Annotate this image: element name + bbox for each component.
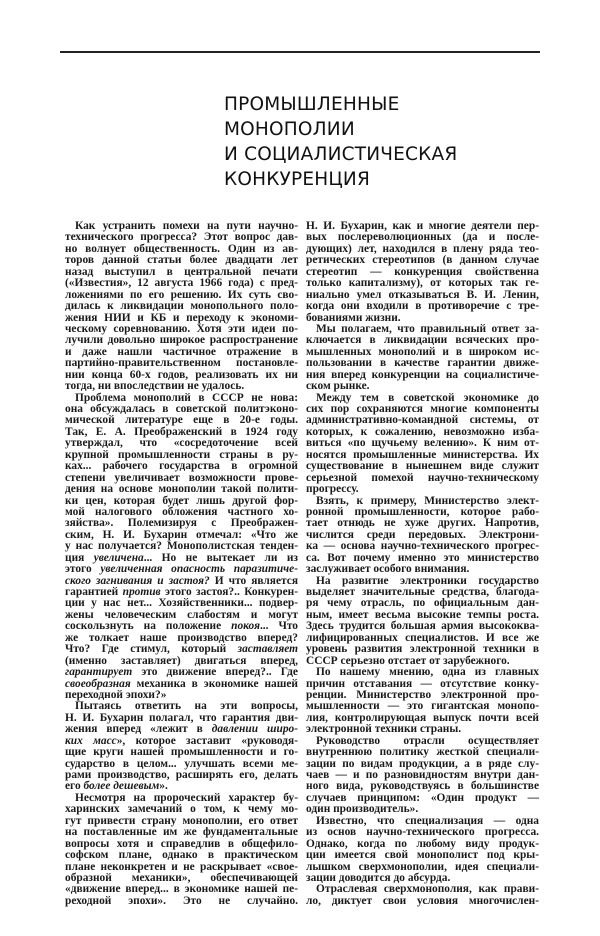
text-segment: выделяет значительные средства, благода- <box>306 586 539 598</box>
text-segment: зяйства». Полемизируя с Преображен- <box>65 517 298 530</box>
article-title <box>224 92 457 192</box>
paragraph <box>306 736 539 816</box>
text-segment: зации доводится до абсурда. <box>306 871 451 884</box>
text-segment: харинских замечаний о том, к чему мо- <box>65 803 298 816</box>
text-segment: Между тем в советской экономике до <box>316 391 539 404</box>
text-segment: мой налогового обложения частного хо- <box>65 505 298 518</box>
italic-emphasis: увеличена <box>93 551 144 564</box>
text-segment: ря чему отрасль, по официальным дан- <box>306 597 539 610</box>
text-segment: ках... рабочего государства в огромной <box>65 460 298 473</box>
italic-emphasis: против <box>122 586 161 598</box>
text-segment: механика в экономике нашей <box>130 677 298 690</box>
text-segment: Известно, что специализация — одна <box>316 814 539 827</box>
text-segment: Проблема монополий в СССР не нова: <box>75 391 298 404</box>
text-segment: Мы полагаем, что правильный ответ за- <box>316 322 539 335</box>
text-segment: Пытаясь ответить на эти вопросы, <box>75 700 298 713</box>
text-segment: это движение вперед?.. Где <box>132 666 298 679</box>
text-segment: и даже нашли частичное отражение в <box>65 345 298 358</box>
text-segment: дения на основе монополии такой полити- <box>65 483 298 496</box>
text-segment: Руководство отрасли осуществляет <box>316 734 539 747</box>
text-segment: ция <box>65 551 94 564</box>
text-line <box>65 896 298 907</box>
text-segment: его <box>65 780 84 793</box>
text-segment: чаев — и по разновидностям внутри дан- <box>306 769 539 781</box>
paragraph <box>306 816 539 885</box>
text-segment: числится среди передовых. Электрони- <box>306 528 539 541</box>
paragraph <box>306 667 539 736</box>
text-segment: мической литературе еще в 20-е годы. <box>65 414 298 427</box>
text-segment: степени увеличивает возможности прове- <box>65 471 298 484</box>
text-segment: плане неконкретен и не раскрывает «свое- <box>65 860 298 873</box>
header-rule <box>60 51 540 53</box>
text-segment: Так, Е. А. Преображенский в 1924 году <box>65 425 298 438</box>
text-segment: случаев принципом: «Один продукт — <box>306 791 539 804</box>
text-segment: ... Что <box>259 620 298 633</box>
text-segment: щие круги нашей промышленности и го- <box>65 746 298 759</box>
text-segment: По нашему мнению, одна из главных <box>316 666 539 679</box>
text-segment: причин отставания — отсутствие конку- <box>306 677 539 690</box>
text-segment: уровень развития электронной техники в <box>306 643 539 656</box>
text-segment: партийно-правительственном постановле- <box>65 357 298 370</box>
italic-emphasis: заставляет <box>237 643 298 656</box>
text-segment: ки цен, которая будет лишь другой фор- <box>65 494 298 507</box>
text-segment: торов данной статьи более двадцати лет <box>65 254 298 267</box>
text-segment: носятся промышленные министерства. Их <box>306 448 539 461</box>
text-segment: «движение вперед... в экономике нашей пе- <box>65 883 298 896</box>
title-line: И СОЦИАЛИСТИЧЕСКАЯ <box>224 144 458 165</box>
paragraph <box>306 496 539 576</box>
text-segment: лифицированных специалистов. И все же <box>306 631 539 644</box>
text-segment: у нас получается? Монополистская тенден- <box>65 540 298 553</box>
text-segment: лышком сверхмонополии, идея специали- <box>306 860 539 873</box>
text-segment: ного вида, руководствуясь в большинстве <box>306 780 539 793</box>
text-segment: дилась к ликвидации монопольного поло- <box>65 300 298 313</box>
text-segment: мышленных монополий и в широком ис- <box>306 345 539 358</box>
text-segment: ным, имеет весьма высокие темпы роста. <box>306 608 539 621</box>
text-segment: ... Но не вытекает ли из <box>143 551 298 564</box>
text-segment: ции имеется свой монополист под кры- <box>306 849 539 862</box>
text-segment: но волнует общественность. Один из ав- <box>65 242 298 255</box>
text-segment: ском рынке. <box>306 380 370 393</box>
paragraph <box>306 576 539 668</box>
italic-emphasis: увеличенная опасность паразитиче- <box>100 563 298 576</box>
text-segment: нии конца 60-х годов, реализовать их ни <box>65 368 298 381</box>
italic-emphasis: более дешевым <box>83 780 160 793</box>
italic-emphasis: ких масс <box>65 734 117 747</box>
paragraph <box>306 884 539 907</box>
text-segment: прогрессу. <box>306 483 359 496</box>
text-segment: зации по видам продукции, а в ряде слу- <box>306 757 539 770</box>
text-segment: виться «по щучьему велению». К ним от- <box>306 437 539 450</box>
text-segment: технического прогресса? Этот вопрос дав- <box>65 231 298 244</box>
text-segment: существование в нынешнем виде служит <box>306 460 539 473</box>
paragraph <box>306 324 539 393</box>
text-segment: ретических стереотипов (в данном случае <box>306 254 539 267</box>
text-segment: ». <box>159 780 168 793</box>
text-segment: пользовании в качестве гарантии движе- <box>306 357 539 370</box>
text-segment: тает отнюдь не хуже других. Напротив, <box>306 517 539 530</box>
text-segment: лия, контролирующая выпуск почти всей <box>306 711 539 724</box>
text-segment: Н. И. Бухарин, как и многие деятели пер- <box>306 220 539 232</box>
italic-emphasis: ского загнивания и застоя? <box>65 574 210 587</box>
text-segment: стереотип — конкуренция свойственна <box>306 265 539 278</box>
text-segment: гут привести страну монополии, его ответ <box>65 814 298 827</box>
paragraph <box>65 793 298 907</box>
text-segment: этого застоя?.. Конкурен- <box>160 586 298 598</box>
text-segment: бованиями жизни. <box>306 311 401 324</box>
text-segment: ка — основа научно-технического прогрес- <box>306 540 539 553</box>
text-segment: рами производство, расширять его, делать <box>65 769 298 781</box>
text-segment: ключается в ликвидации всяческих про- <box>306 334 539 347</box>
text-segment: сударство в целом... улучшать всеми ме- <box>65 757 298 770</box>
text-segment: один производитель». <box>306 803 419 816</box>
text-segment: софском плане, однако в практическом <box>65 849 298 862</box>
text-segment: заслуживает особого внимания. <box>306 563 470 576</box>
text-segment: ческому соревнованию. Хотя эти идеи по- <box>65 322 298 335</box>
text-segment: ции у нас нет... Хозяйственники... подвер- <box>65 597 298 610</box>
italic-emphasis: давлении широ- <box>211 723 299 736</box>
text-segment: крупной промышленности страны в ру- <box>65 448 298 461</box>
text-segment: (именно заставляет) двигаться вперед, <box>65 654 298 667</box>
text-segment: Здесь трудится большая армия высококва- <box>306 620 539 633</box>
text-segment: которых, к сожалению, невозможно изба- <box>306 425 539 438</box>
text-segment: лучили довольно широкое распространение <box>65 334 298 347</box>
text-segment: Н. И. Бухарин полагал, что гарантия дви- <box>65 711 298 724</box>
text-line <box>306 896 539 907</box>
text-segment: реходной эпохи». Это не случайно. <box>65 894 298 907</box>
text-segment: », которое заставит «руководя- <box>116 734 298 747</box>
text-segment: гарантией <box>65 586 123 598</box>
text-segment: жения НИИ и КБ и переходу к экономи- <box>65 311 298 324</box>
text-segment: назад выступил в центральной печати <box>65 265 298 278</box>
paragraph <box>65 221 298 393</box>
paragraph <box>306 393 539 496</box>
text-segment: внутреннюю политику жесткой специали- <box>306 746 539 759</box>
italic-emphasis: своеобразная <box>65 677 131 690</box>
text-segment: когда они входили в противоречие с тре- <box>306 300 539 313</box>
text-segment: жения вперед «лежит в <box>65 723 212 736</box>
text-column-right <box>306 221 539 907</box>
text-segment: Как устранить помехи на пути научно- <box>75 220 298 232</box>
text-segment: дующих) лет, находился в плену ряда тео- <box>306 242 539 255</box>
text-segment: сих пор сохраняются многие компоненты <box>306 403 539 415</box>
text-segment: этого <box>65 563 101 576</box>
text-segment: из основ научно-технического прогресса. <box>306 826 539 839</box>
text-segment: административно-командной системы, от <box>306 414 539 427</box>
text-segment: И что является <box>209 574 298 587</box>
text-segment: на поставленные им же фундаментальные <box>65 826 298 839</box>
title-line: КОНКУРЕНЦИЯ <box>224 169 371 190</box>
text-segment: образной механики», обеспечивающей <box>65 871 298 884</box>
text-segment: Отраслевая сверхмонополия, как прави- <box>316 883 539 896</box>
text-segment: только капитализму), от которых так ге- <box>306 277 539 290</box>
text-segment: ниально умел отказываться В. И. Ленин, <box>306 288 539 301</box>
text-segment: же толкает наше производство вперед? <box>65 631 298 644</box>
italic-emphasis: гарантирует <box>65 666 133 679</box>
paragraph <box>65 393 298 702</box>
text-segment: мышленности — это гигантская монопо- <box>306 700 539 713</box>
text-segment: («Известия», 12 августа 1966 года) с пред- <box>65 277 298 290</box>
text-segment: соскользнуть на положение <box>65 620 232 633</box>
text-segment: переходной эпохи?» <box>65 688 167 701</box>
text-segment: жены человеческим слабостям и могут <box>65 608 298 621</box>
text-segment: утверждал, что «сосредоточение всей <box>65 437 298 450</box>
text-segment: ским, Н. И. Бухарин отмечал: «Что же <box>65 528 298 541</box>
paragraph <box>306 221 539 324</box>
text-segment: электронной техники страны. <box>306 723 462 736</box>
text-segment: вых послереволюционных (да и после- <box>306 231 539 244</box>
text-segment: ло, диктует свои условия многочислен- <box>306 894 539 907</box>
text-segment: На развитие электроники государство <box>316 574 539 587</box>
text-column-left <box>65 221 298 907</box>
text-segment: ложениями по его решению. Их суть сво- <box>65 288 298 301</box>
italic-emphasis: покоя <box>231 620 260 633</box>
text-segment: Взять, к примеру, Министерство элект- <box>316 494 539 507</box>
text-segment: серьезной помехой научно-техническому <box>306 471 539 484</box>
title-line: МОНОПОЛИИ <box>224 119 355 140</box>
text-segment: ния вперед конкуренции на социалистиче- <box>306 368 539 381</box>
paragraph <box>65 701 298 793</box>
text-segment: СССР серьезно отстает от зарубежного. <box>306 654 510 667</box>
text-segment: вопросы хотя и справедлив в общефило- <box>65 837 298 850</box>
text-segment: ронной промышленности, которое рабо- <box>306 505 539 518</box>
text-segment: са. Вот почему именно это министерство <box>306 551 539 564</box>
text-segment: тогда, ни впоследствии не удалось. <box>65 380 245 393</box>
text-segment: Что? Где стимул, который <box>65 643 238 656</box>
text-segment: Несмотря на пророческий характер бу- <box>75 791 298 804</box>
text-segment: она обсуждалась в советской политэконо- <box>65 403 298 415</box>
title-line: ПРОМЫШЛЕННЫЕ <box>224 94 400 115</box>
text-segment: ренции. Министерство электронной про- <box>306 688 539 701</box>
text-segment: Однако, когда по любому виду продук- <box>306 837 539 850</box>
